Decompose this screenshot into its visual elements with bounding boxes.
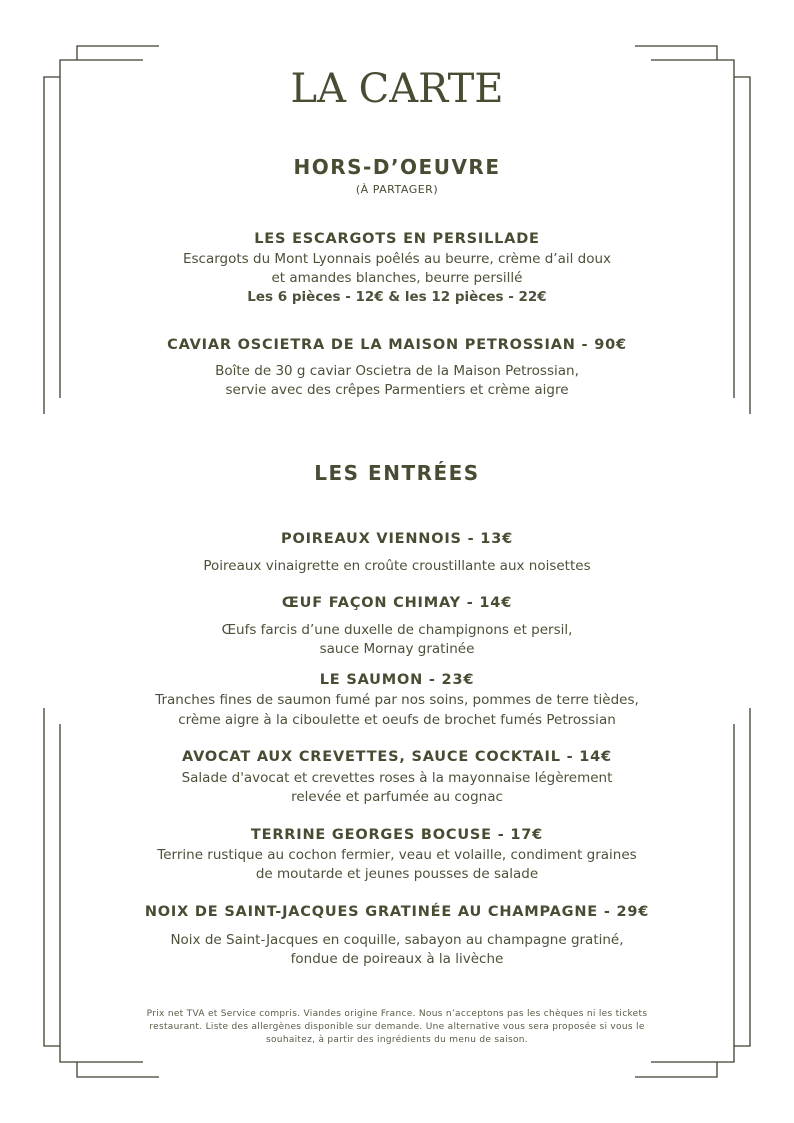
dish-desc-oeuf-line2: sauce Mornay gratinée <box>319 641 475 657</box>
frame-corner-bottom-right-outer <box>635 1062 717 1077</box>
dish-desc-saint-jacques-line1: Noix de Saint-Jacques en coquille, sabayon au champagne gratiné, <box>170 932 624 948</box>
dish-name-poireaux: POIREAUX VIENNOIS - 13€ <box>281 531 513 547</box>
dish-name-terrine: TERRINE GEORGES BOCUSE - 17€ <box>250 827 544 843</box>
dish-name-caviar: CAVIAR OSCIETRA DE LA MAISON PETROSSIAN - 90€ <box>167 337 627 353</box>
section-heading-entrees: LES ENTRÉES <box>314 461 480 485</box>
dish-desc-saint-jacques-line2: fondue de poireaux à la livèche <box>290 951 504 967</box>
dish-desc-terrine-line1: Terrine rustique au cochon fermier, veau et volaille, condiment graines <box>157 847 637 863</box>
dish-name-saint-jacques: NOIX DE SAINT-JACQUES GRATINÉE AU CHAMPAGNE - 29€ <box>144 904 650 920</box>
dish-desc-escargots-line2: et amandes blanches, beurre persillé <box>271 270 523 286</box>
dish-desc-escargots-line1: Escargots du Mont Lyonnais poêlés au beurre, crème d’ail doux <box>182 251 612 267</box>
dish-desc-saumon-line1: Tranches fines de saumon fumé par nos soins, pommes de terre tièdes, <box>155 692 639 708</box>
page-title: LA CARTE <box>290 66 504 112</box>
frame-corner-top-right-outer <box>635 46 717 60</box>
dish-name-escargots: LES ESCARGOTS EN PERSILLADE <box>254 231 540 247</box>
dish-name-saumon: LE SAUMON - 23€ <box>319 672 475 688</box>
dish-desc-caviar-line1: Boîte de 30 g caviar Oscietra de la Maison Petrossian, <box>215 363 579 379</box>
dish-desc-saumon-line2: crème aigre à la ciboulette et oeufs de brochet fumés Petrossian <box>178 712 616 728</box>
footer-note-line1: Prix net TVA et Service compris. Viandes origine France. Nous n’acceptons pas les chèques ni les tickets <box>146 1009 648 1019</box>
footer-note-line3: souhaitez, à partir des ingrédients du menu de saison. <box>266 1035 528 1045</box>
dish-name-avocat: AVOCAT AUX CREVETTES, SAUCE COCKTAIL - 14€ <box>182 749 612 765</box>
dish-desc-poireaux: Poireaux vinaigrette en croûte croustillante aux noisettes <box>203 558 591 574</box>
dish-desc-avocat-line2: relevée et parfumée au cognac <box>291 789 503 805</box>
frame-corner-bottom-left-outer <box>77 1062 159 1077</box>
section-subheading: (À PARTAGER) <box>355 183 439 196</box>
frame-corner-top-left-outer <box>77 46 159 60</box>
dish-desc-caviar-line2: servie avec des crêpes Parmentiers et crème aigre <box>225 382 569 398</box>
dish-desc-oeuf-line1: Œufs farcis d’une duxelle de champignons et persil, <box>221 622 573 638</box>
section-heading-hors-doeuvre: HORS-D’OEUVRE <box>293 155 501 179</box>
dish-desc-terrine-line2: de moutarde et jeunes pousses de salade <box>255 866 539 882</box>
dish-name-oeuf: ŒUF FAÇON CHIMAY - 14€ <box>281 595 513 611</box>
dish-desc-avocat-line1: Salade d'avocat et crevettes roses à la mayonnaise légèrement <box>181 770 613 786</box>
dish-price-escargots: Les 6 pièces - 12€ & les 12 pièces - 22€ <box>247 289 547 305</box>
footer-note-line2: restaurant. Liste des allergènes disponible sur demande. Une alternative vous sera proposée si vous le <box>149 1022 645 1032</box>
